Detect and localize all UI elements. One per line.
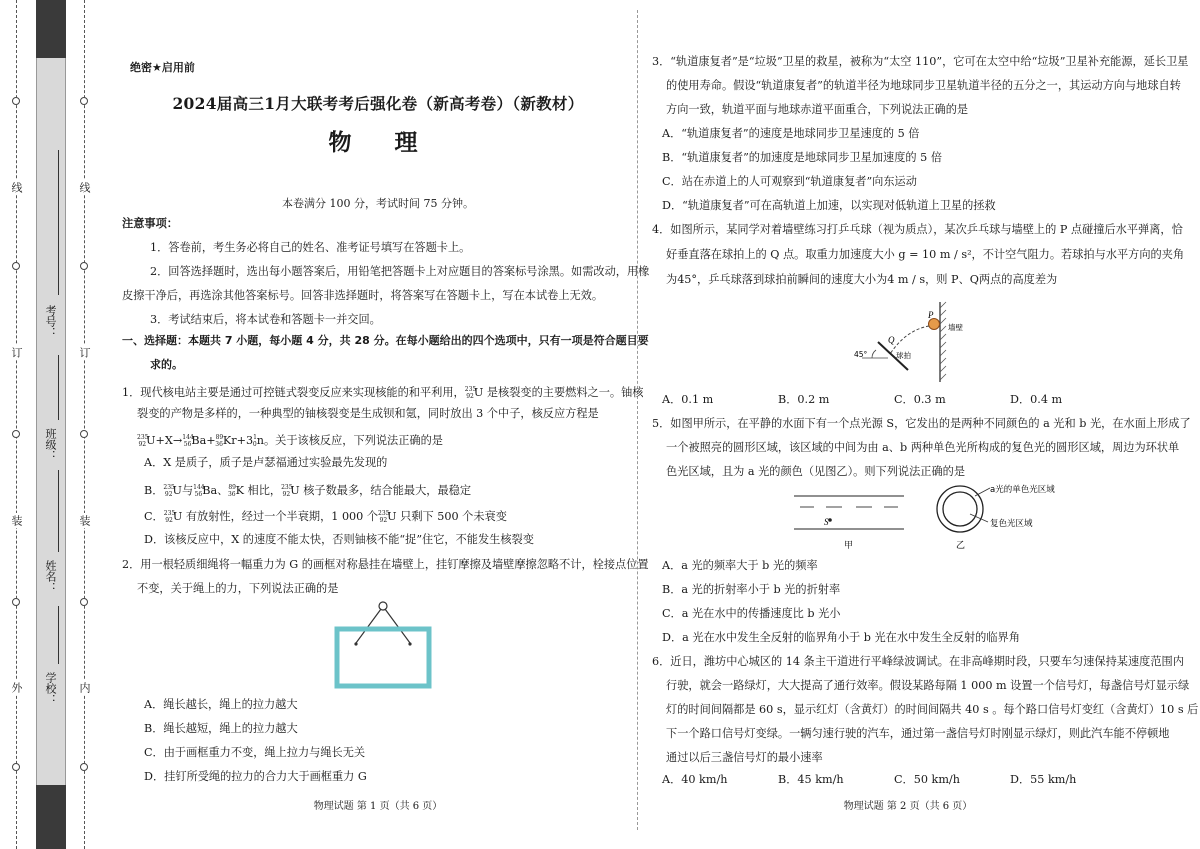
binding-hole-icon bbox=[80, 430, 88, 438]
label-racket: 球拍 bbox=[896, 351, 911, 360]
score-note: 本卷满分 100 分，考试时间 75 分钟。 bbox=[282, 197, 474, 210]
q1-option-a: A．X 是质子，质子是卢瑟福通过实验最先发现的 bbox=[144, 456, 388, 469]
outer-install-char: 装 bbox=[10, 515, 23, 526]
name-field[interactable] bbox=[58, 470, 59, 552]
q2-option-c: C．由于画框重力不变，绳上拉力与绳长无关 bbox=[144, 746, 366, 759]
q6-stem-2: 行驶，就会一路绿灯，大大提高了通行效率。假设某路每隔 1 000 m 设置一个信号灯，每盏信号灯显示绿 bbox=[666, 679, 1190, 692]
section-heading-cont: 求的。 bbox=[150, 358, 183, 371]
light-source-figure bbox=[784, 480, 1084, 558]
q4-option-d: D．0.4 m bbox=[1010, 393, 1063, 406]
q2-option-d: D．挂钉所受绳的拉力的合力大于画框重力 G bbox=[144, 770, 367, 783]
label-jia: 甲 bbox=[844, 541, 854, 551]
q4-stem-3: 为45°，乒乓球落到球拍前瞬间的速度大小为4 m / s，则 P、Q两点的高度差为 bbox=[666, 273, 1058, 286]
outer-line-char: 线 bbox=[10, 182, 23, 193]
q3-option-d: D．“轨道康复者”可在高轨道上加速，以实现对低轨道上卫星的拯救 bbox=[662, 199, 996, 212]
class-field[interactable] bbox=[58, 355, 59, 420]
name-label: 姓名： bbox=[44, 560, 57, 593]
page-footer-right: 物理试题 第 2 页（共 6 页） bbox=[843, 801, 973, 812]
q6-stem-5: 通过以后三盏信号灯的最小速率 bbox=[666, 751, 823, 764]
q6-stem-4: 下一个路口信号灯变绿。一辆匀速行驶的汽车，通过第一盏信号灯时刚显示绿灯，则此汽车能不停顿地 bbox=[666, 727, 1170, 740]
school-label: 学校： bbox=[44, 672, 57, 705]
q6-option-d: D．55 km/h bbox=[1010, 773, 1077, 786]
binding-hole-icon bbox=[12, 598, 20, 606]
inner-side-char: 内 bbox=[78, 682, 91, 693]
q6-options bbox=[652, 768, 1116, 792]
binding-strip bbox=[0, 0, 110, 849]
binding-hole-icon bbox=[80, 262, 88, 270]
nuclear-equation: $^{235}_{92}U+X\to^{144}_{56}Ba+^{89}_{36}Kr+3^1_0n$ bbox=[137, 434, 264, 448]
q5-option-d: D．a 光在水中发生全反射的临界角小于 b 光在水中发生全反射的临界角 bbox=[662, 631, 1020, 644]
label-p: P bbox=[928, 310, 934, 320]
q5-stem: 5．如图甲所示，在平静的水面下有一个点光源 S，它发出的是两种不同颜色的 a 光和 b 光，在水面上形成了 bbox=[652, 417, 1191, 430]
section-heading: 一、选择题：本题共 7 小题，每小题 4 分，共 28 分。在每小题给出的四个选项中，只有一项是符合题目要 bbox=[122, 334, 649, 347]
q1-option-b: B．$^{235}_{92}$U与$^{144}_{56}$Ba、$^{89}_{36}$K 相比，$^{235}_{92}$U 核子数最多，结合能最大，最稳定 bbox=[144, 484, 472, 498]
q3-option-a: A．“轨道康复者”的速度是地球同步卫星速度的 5 倍 bbox=[662, 127, 920, 140]
q3-stem-2: 的使用寿命。假设“轨道康复者”的轨道半径为地球同步卫星轨道半径的五分之一，其运动方向与地球自转 bbox=[666, 79, 1181, 92]
exam-title: 2024届高三1月大联考考后强化卷（新高考卷）（新教材） bbox=[172, 94, 584, 113]
frame-rect bbox=[337, 629, 429, 686]
column-divider bbox=[637, 10, 638, 830]
q5-option-b: B．a 光的折射率小于 b 光的折射率 bbox=[662, 583, 841, 596]
inner-circle bbox=[943, 492, 977, 526]
q6-option-c: C．50 km/h bbox=[894, 773, 960, 786]
page-right bbox=[652, 0, 1199, 849]
picture-frame-figure bbox=[328, 598, 438, 690]
q4-stem: 4．如图所示，某同学对着墙壁练习打乒乓球（视为质点），某次乒乓球与墙壁上的 P 点碰撞后水平弹离，恰 bbox=[652, 223, 1183, 236]
q4-stem-2: 好垂直落在球拍上的 Q 点。取重力加速度大小 g = 10 m / s²，不计空气阻力。若球拍与水平方向的夹角 bbox=[666, 248, 1185, 261]
q4-options bbox=[652, 388, 1116, 412]
school-field[interactable] bbox=[58, 606, 59, 664]
q1-equation-line: $^{235}_{92}U+X\to^{144}_{56}Ba+^{89}_{36}Kr+3^1_0n$。关于该核反应，下列说法正确的是 bbox=[137, 434, 443, 448]
binding-hole-icon bbox=[80, 97, 88, 105]
q5-stem-3: 色光区域，且为 a 光的颜色（见图乙）。则下列说法正确的是 bbox=[666, 465, 966, 478]
binding-dark-bottom bbox=[36, 785, 66, 849]
label-q: Q bbox=[888, 335, 895, 345]
subject-title: 物 理 bbox=[328, 129, 428, 156]
q5-stem-2: 一个被照亮的圆形区域，该区域的中间为由 a、b 两种单色光所构成的复色光的圆形区域，周边为环状单 bbox=[666, 441, 1180, 454]
label-a-ring: a光的单色光区域 bbox=[990, 485, 1055, 495]
outer-side-char: 外 bbox=[10, 682, 23, 693]
note-item: 2．回答选择题时，选出每小题答案后，用铅笔把答题卡上对应题目的答案标号涂黑。如需改动，用橡 bbox=[150, 265, 650, 278]
note-item: 1．答卷前，考生务必将自己的姓名、准考证号填写在答题卡上。 bbox=[150, 241, 471, 254]
page-left bbox=[122, 0, 650, 849]
page-footer-left: 物理试题 第 1 页（共 6 页） bbox=[313, 801, 443, 812]
binding-hole-icon bbox=[12, 763, 20, 771]
notes-heading: 注意事项： bbox=[122, 217, 178, 230]
q1-stem-2: 裂变的产物是多样的，一种典型的铀核裂变是生成钡和氪，同时放出 3 个中子，核反应方程是 bbox=[137, 407, 599, 420]
q5-option-c: C．a 光在水中的传播速度比 b 光小 bbox=[662, 607, 841, 620]
binding-hole-icon bbox=[80, 763, 88, 771]
nail-icon bbox=[379, 602, 387, 610]
binding-hole-icon bbox=[12, 430, 20, 438]
inner-install-char: 装 bbox=[78, 515, 91, 526]
q2-option-b: B．绳长越短，绳上的拉力越大 bbox=[144, 722, 298, 735]
q6-option-b: B．45 km/h bbox=[778, 773, 844, 786]
q3-option-b: B．“轨道康复者”的加速度是地球同步卫星加速度的 5 倍 bbox=[662, 151, 943, 164]
q2-stem: 2．用一根轻质细绳将一幅重力为 G 的画框对称悬挂在墙壁上，挂钉摩擦及墙壁摩擦忽略不计，栓接点位置 bbox=[122, 558, 649, 571]
inner-dashed-line bbox=[84, 0, 85, 849]
label-angle: 45° bbox=[854, 350, 868, 359]
label-s: S bbox=[824, 517, 829, 527]
q5-option-a: A．a 光的频率大于 b 光的频率 bbox=[662, 559, 818, 572]
note-item: 皮擦干净后，再选涂其他答案标号。回答非选择题时，将答案写在答题卡上，写在本试卷上无效。 bbox=[122, 289, 604, 302]
note-item: 3．考试结束后，将本试卷和答题卡一并交回。 bbox=[150, 313, 381, 326]
q2-option-a: A．绳长越长，绳上的拉力越大 bbox=[144, 698, 298, 711]
binding-dark-top bbox=[36, 0, 66, 58]
q6-stem-3: 灯的时间间隔都是 60 s，显示红灯（含黄灯）的时间间隔共 40 s 。每个路口信号灯变红（含黄灯）10 s 后 bbox=[666, 703, 1199, 716]
outer-bind-char: 订 bbox=[10, 347, 23, 358]
exam-no-field[interactable] bbox=[58, 150, 59, 295]
q6-stem: 6．近日，潍坊中心城区的 14 条主干道进行平峰绿波调试。在非高峰期时段，只要车匀速保持某速度范围内 bbox=[652, 655, 1184, 668]
binding-hole-icon bbox=[80, 598, 88, 606]
trajectory-path bbox=[890, 326, 929, 354]
label-mixed: 复色光区域 bbox=[990, 519, 1033, 529]
class-label: 班级： bbox=[44, 428, 57, 461]
q3-stem: 3．“轨道康复者”是“垃圾”卫星的救星，被称为“太空 110”，它可在太空中给“垃圾”卫星补充能源，延长卫星 bbox=[652, 55, 1189, 68]
u235-symbol: $^{235}_{92}$ bbox=[464, 386, 477, 400]
label-wall: 墙壁 bbox=[948, 323, 963, 332]
ball-icon bbox=[929, 319, 940, 330]
exam-no-label: 考号： bbox=[44, 305, 57, 338]
q4-option-a: A．0.1 m bbox=[662, 393, 714, 406]
outer-dashed-line bbox=[16, 0, 17, 849]
binding-hole-icon bbox=[12, 97, 20, 105]
q4-option-c: C．0.3 m bbox=[894, 393, 946, 406]
q4-option-b: B．0.2 m bbox=[778, 393, 830, 406]
q3-stem-3: 方向一致，轨道平面与地球赤道平面重合，下列说法正确的是 bbox=[666, 103, 969, 116]
label-yi: 乙 bbox=[956, 541, 966, 551]
q1-option-d: D．该核反应中，X 的速度不能太快，否则铀核不能“捉”住它，不能发生核裂变 bbox=[144, 533, 534, 546]
q3-option-c: C．站在赤道上的人可观察到“轨道康复者”向东运动 bbox=[662, 175, 917, 188]
inner-line-char: 线 bbox=[78, 182, 91, 193]
q1-option-c: C．$^{235}_{92}$U 有放射性，经过一个半衰期，1 000 个$^{235}_{92}$U 只剩下 500 个未衰变 bbox=[144, 510, 507, 524]
q6-option-a: A．40 km/h bbox=[662, 773, 728, 786]
light-source-point bbox=[828, 518, 832, 522]
inner-bind-char: 订 bbox=[78, 347, 91, 358]
confidential-mark: 绝密★启用前 bbox=[130, 61, 195, 74]
q2-stem-2: 不变，关于绳上的力，下列说法正确的是 bbox=[137, 582, 339, 595]
q1-stem: 1．现代核电站主要是通过可控链式裂变反应来实现核能的和平利用，$^{235}_{92}$U 是核裂变的主要燃料之一。铀核 bbox=[122, 378, 643, 409]
binding-hole-icon bbox=[12, 262, 20, 270]
pingpong-figure bbox=[840, 298, 1000, 388]
